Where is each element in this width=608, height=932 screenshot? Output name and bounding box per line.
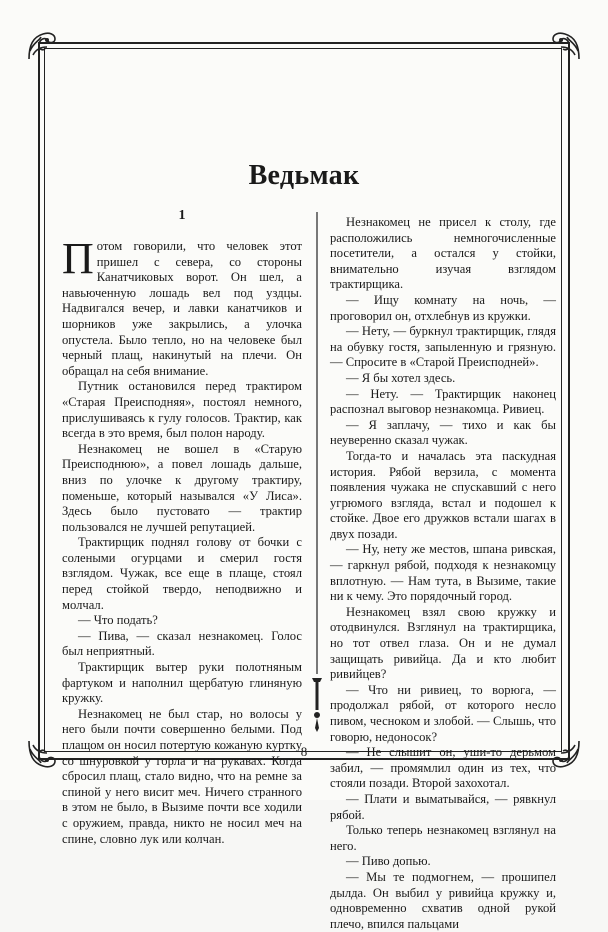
paragraph: — Я бы хотел здесь.	[346, 370, 456, 385]
paragraph: — Я заплачу, — тихо и как бы неуверенно сказал чужак.	[330, 417, 556, 448]
paragraph: — Мы те подмогнем, — прошипел дылда. Он выбил у ривийца кружку и, одновременно схватив одной рукой плечо, впился пальцами	[330, 869, 556, 931]
paragraph: — Не слышит он, уши-то дерьмом забил, — промямлил один из тех, что стояли позади. Второй захохотал.	[330, 745, 556, 791]
paragraph: Незнакомец не вошел в «Старую Преисподнюю», а повел лошадь дальше, вниз по улочке к другому трактиру, поменьше, который назывался «У Лиса». Здесь было пустовато — трактир пользовался не лучшей репутацией.	[62, 441, 302, 534]
paragraph: — Нету. — Трактирщик наконец распознал выговор незнакомца. Ривиец.	[330, 386, 556, 417]
paragraph: Незнакомец взял свою кружку и отодвинулся. Взглянул на трактирщика, но тот отвел глаза. Он и не думал защищать ривийца. Да и кто любит ривийцев?	[330, 604, 556, 682]
corner-ornament-icon	[27, 31, 57, 61]
paragraph: Путник остановился перед трактиром «Старая Преисподняя», постоял немного, прислушиваясь к гулу голосов. Трактир, как всегда в это время, был полон народу.	[62, 379, 302, 441]
corner-ornament-icon	[551, 31, 581, 61]
text-column-right	[330, 215, 556, 932]
paragraph: — Пиво допью.	[346, 854, 431, 869]
paragraph: Тогда-то и началась эта паскудная история. Рябой верзила, с момента появления чужака не спускавший с него угрюмого взгляда, встал и подошел к стойке. Двое его дружков встали шагах в двух позади.	[330, 448, 556, 541]
sword-divider-icon	[312, 212, 322, 732]
page-number: 8	[300, 744, 308, 759]
paragraph: Трактирщик поднял голову от бочки с солеными огурцами и смерил гостя взглядом. Чужак, все еще в плаще, стоял перед стойкой твердо, неподвижно и молчал.	[62, 535, 302, 612]
paragraph: — Плати и выматывайся, — рявкнул рябой.	[330, 791, 556, 822]
paragraph: Трактирщик вытер руки полотняным фартуком и наполнил щербатую глиняную кружку.	[62, 660, 302, 706]
chapter-number: 1	[178, 208, 186, 223]
paragraph: — Ну, нету же местов, шпана ривская, — гаркнул рябой, подходя к незнакомцу вплотную. — Нам тута, в Вызиме, такие ни к чему. Это порядочный город.	[330, 542, 556, 604]
paragraph: — Нету, — буркнул трактирщик, глядя на обувку гостя, запыленную и грязную. — Спросите в «Старой Преисподней».	[330, 324, 556, 370]
paragraph: Незнакомец не присел к столу, где расположились немногочисленные посетители, а остался у стойки, внимательно изучая взглядом трактирщика.	[330, 215, 556, 292]
paragraph: Незнакомец не был стар, но волосы у него были почти совершенно белыми. Под плащом он носил потертую кожаную куртку со шнуровкой у горла и на рукавах. Когда сбросил плащ, стало видно, что на ремне за спиной у него висит меч. Ничего странного в этом не было, в Вызиме почти все ходили с оружием, правда, никто не носил меч на спине, словно лук или колчан.	[62, 706, 302, 846]
paragraph: — Что подать?	[78, 613, 158, 628]
page-title: Ведьмак	[248, 160, 360, 191]
paragraph: — Что ни ривиец, то ворюга, — продолжал рябой, от которого несло пивом, чесноком и злобой. — Слышь, что говорю, недоносок?	[330, 682, 556, 744]
paragraph: Потом говорили, что человек этот пришел с севера, со стороны Канатчиковых ворот. Он шел, а навьюченную лошадь вел под уздцы. Надвигался вечер, и лавки канатчиков и шорников уже закрылись, а улочка опустела. Было тепло, но на человеке был черный плащ, накинутый на плечи. Он обращал на себя внимание.	[62, 234, 302, 378]
paragraph: — Ищу комнату на ночь, — проговорил он, отхлебнув из кружки.	[330, 292, 556, 323]
paragraph: — Пива, — сказал незнакомец. Голос был неприятный.	[62, 628, 302, 659]
drop-cap: П	[62, 234, 94, 283]
paragraph: Только теперь незнакомец взглянул на него.	[330, 823, 556, 853]
